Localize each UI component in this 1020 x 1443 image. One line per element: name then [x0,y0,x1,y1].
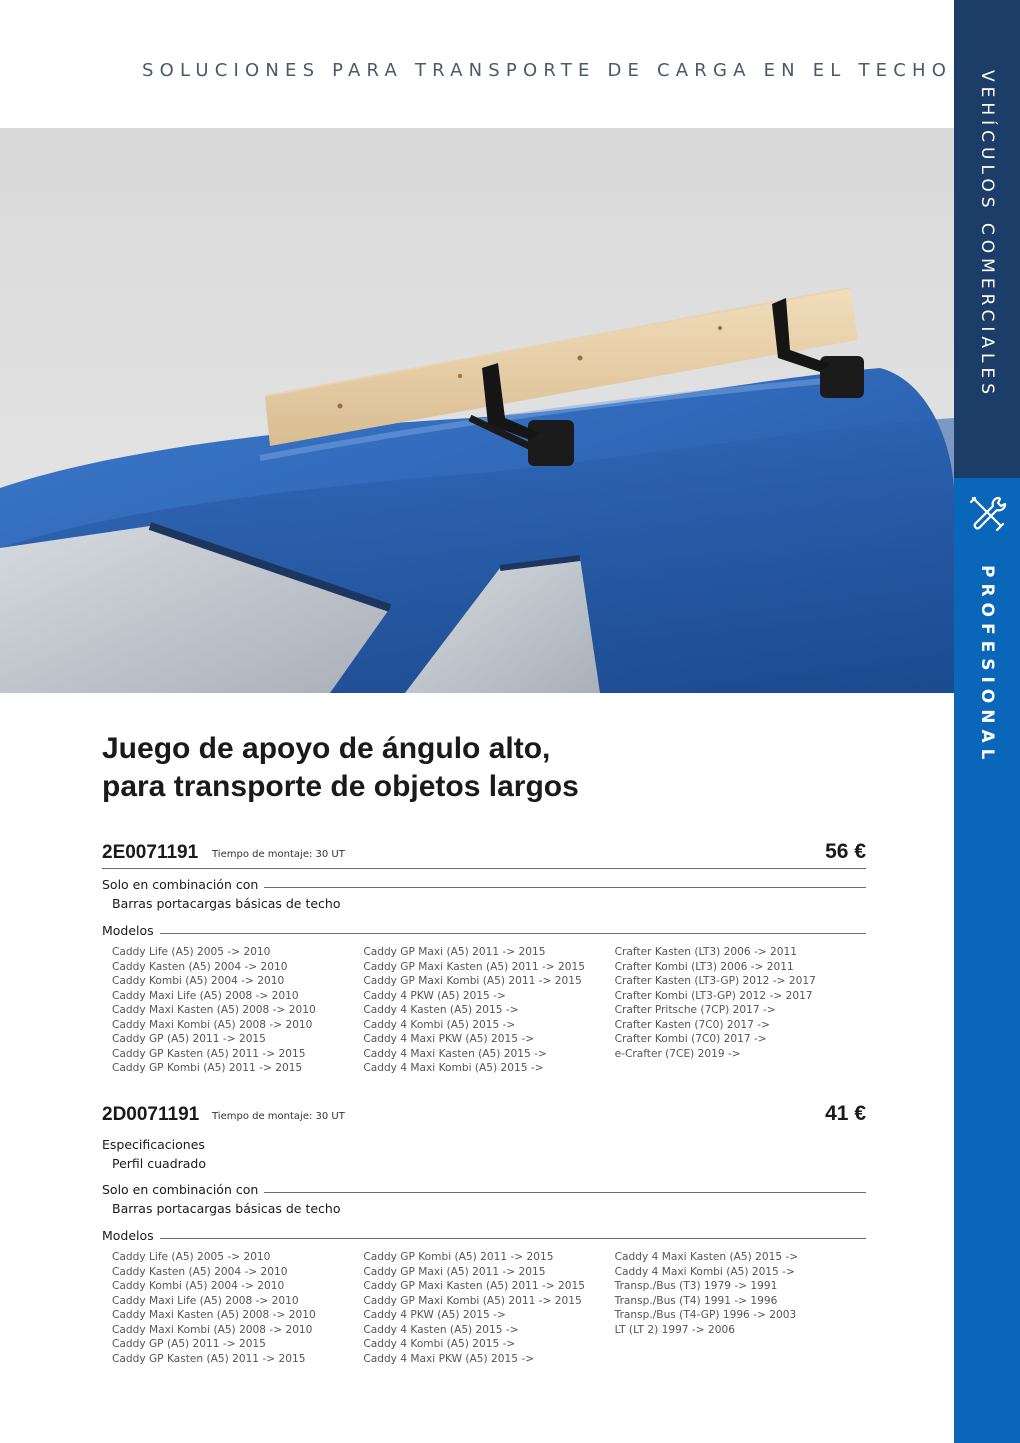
model-item: Caddy GP Kombi (A5) 2011 -> 2015 [363,1251,554,1263]
model-item: Caddy Maxi Life (A5) 2008 -> 2010 [112,1294,299,1307]
model-item: Caddy GP Maxi (A5) 2011 -> 2015 [363,946,546,958]
model-item: Caddy Maxi Kasten (A5) 2008 -> 2010 [112,1004,316,1016]
van-roof-illustration [0,128,954,693]
model-item: Crafter Kasten (LT3) 2006 -> 2011 [614,946,798,958]
model-item: Crafter Kombi (7C0) 2017 -> [614,1033,767,1045]
divider [160,933,866,934]
model-item: Caddy 4 Maxi Kasten (A5) 2015 -> [614,1251,799,1263]
model-item: Crafter Kombi (LT3) 2006 -> 2011 [614,960,794,973]
model-item: Caddy Kasten (A5) 2004 -> 2010 [112,1265,288,1278]
model-item: Caddy 4 PKW (A5) 2015 -> [363,1309,506,1321]
spec-value: Perfil cuadrado [112,1156,207,1171]
models-column-2 [363,945,614,1076]
model-item: Caddy GP Kasten (A5) 2011 -> 2015 [112,1047,306,1060]
model-item: Crafter Kasten (7C0) 2017 -> [614,1018,770,1031]
models-column-1 [112,1250,363,1366]
models-list [102,945,866,1076]
model-item: Caddy Life (A5) 2005 -> 2010 [112,1251,271,1263]
product-header [102,842,866,868]
model-item: Transp./Bus (T4-GP) 1996 -> 2003 [614,1309,797,1321]
model-item: Crafter Pritsche (7CP) 2017 -> [614,1004,776,1016]
model-item: Caddy 4 Kasten (A5) 2015 -> [363,1323,519,1336]
model-item: Caddy GP Kasten (A5) 2011 -> 2015 [112,1352,306,1365]
models-column-2 [363,1250,614,1366]
spec-label-row [102,1136,866,1154]
tools-icon [965,492,1009,536]
product-code: 2D0071191 [102,1104,200,1125]
sidebar-label-commercial-vehicles: VEHÍCULOS COMERCIALES [977,70,997,400]
model-item: Caddy 4 Kombi (A5) 2015 -> [363,1338,516,1350]
combination-label: Solo en combinación con [102,1182,259,1197]
model-item: Caddy 4 Kombi (A5) 2015 -> [363,1018,516,1031]
mount-time: Tiempo de montaje: 30 UT [212,849,345,860]
models-column-3 [615,1250,866,1366]
model-item: e-Crafter (7CE) 2019 -> [614,1047,741,1060]
model-item: LT (LT 2) 1997 -> 2006 [614,1323,735,1336]
product-price: 41 € [825,1102,866,1125]
model-item: Caddy GP Maxi Kasten (A5) 2011 -> 2015 [363,1280,585,1292]
product-price: 56 € [825,840,866,863]
model-item: Caddy GP (A5) 2011 -> 2015 [112,1338,266,1350]
model-item: Caddy Life (A5) 2005 -> 2010 [112,946,271,958]
model-item: Caddy GP Kombi (A5) 2011 -> 2015 [112,1062,303,1074]
model-item: Crafter Kombi (LT3-GP) 2012 -> 2017 [614,989,813,1002]
combination-value: Barras portacargas básicas de techo [112,896,341,911]
product-2D0071191 [102,1104,866,1366]
model-item: Caddy GP Maxi Kasten (A5) 2011 -> 2015 [363,960,585,973]
divider [264,1192,866,1193]
model-item: Caddy GP Maxi (A5) 2011 -> 2015 [363,1265,546,1278]
model-item: Caddy Maxi Kombi (A5) 2008 -> 2010 [112,1323,313,1336]
models-label: Modelos [102,923,154,938]
models-list [102,1250,866,1366]
product-2E0071191 [102,842,866,1076]
model-item: Caddy Kombi (A5) 2004 -> 2010 [112,1280,285,1292]
model-item: Caddy Maxi Kombi (A5) 2008 -> 2010 [112,1018,313,1031]
model-item: Caddy GP Maxi Kombi (A5) 2011 -> 2015 [363,1294,582,1307]
sidebar [954,0,1020,1443]
divider [160,1238,866,1239]
model-item: Caddy 4 Kasten (A5) 2015 -> [363,1004,519,1016]
mount-time: Tiempo de montaje: 30 UT [212,1111,345,1122]
model-item: Caddy 4 Maxi Kombi (A5) 2015 -> [614,1265,795,1278]
model-item: Caddy GP (A5) 2011 -> 2015 [112,1033,266,1045]
model-item: Caddy GP Maxi Kombi (A5) 2011 -> 2015 [363,975,582,987]
models-label-row [102,922,866,940]
model-item: Transp./Bus (T4) 1991 -> 1996 [614,1294,778,1307]
product-title [102,730,802,806]
product-title-line-2: para transporte de objetos largos [102,770,579,803]
model-item: Crafter Kasten (LT3-GP) 2012 -> 2017 [614,975,816,987]
models-column-1 [112,945,363,1076]
combination-value: Barras portacargas básicas de techo [112,1201,341,1216]
sidebar-label-professional: PROFESIONAL [977,565,997,766]
models-label: Modelos [102,1228,154,1243]
model-item: Caddy 4 Maxi PKW (A5) 2015 -> [363,1352,535,1365]
divider [264,887,866,888]
spec-label: Especificaciones [102,1137,205,1152]
product-header [102,1104,866,1130]
combination-label: Solo en combinación con [102,877,259,892]
divider [102,868,866,869]
model-item: Caddy 4 Maxi Kasten (A5) 2015 -> [363,1047,547,1060]
model-item: Caddy Kombi (A5) 2004 -> 2010 [112,975,285,987]
page-header-title: SOLUCIONES PARA TRANSPORTE DE CARGA EN EL TECHO [142,60,953,81]
model-item: Caddy Kasten (A5) 2004 -> 2010 [112,960,288,973]
model-item: Caddy Maxi Kasten (A5) 2008 -> 2010 [112,1309,316,1321]
models-label-row [102,1227,866,1245]
combination-label-row [102,1181,866,1199]
models-column-3 [615,945,866,1076]
model-item: Caddy 4 PKW (A5) 2015 -> [363,989,506,1002]
product-photo [0,128,954,693]
model-item: Caddy 4 Maxi PKW (A5) 2015 -> [363,1033,535,1045]
product-code: 2E0071191 [102,842,199,863]
product-title-line-1: Juego de apoyo de ángulo alto, [102,732,551,765]
combination-label-row [102,876,866,894]
model-item: Caddy Maxi Life (A5) 2008 -> 2010 [112,989,299,1002]
model-item: Caddy 4 Maxi Kombi (A5) 2015 -> [363,1062,544,1074]
model-item: Transp./Bus (T3) 1979 -> 1991 [614,1280,778,1292]
